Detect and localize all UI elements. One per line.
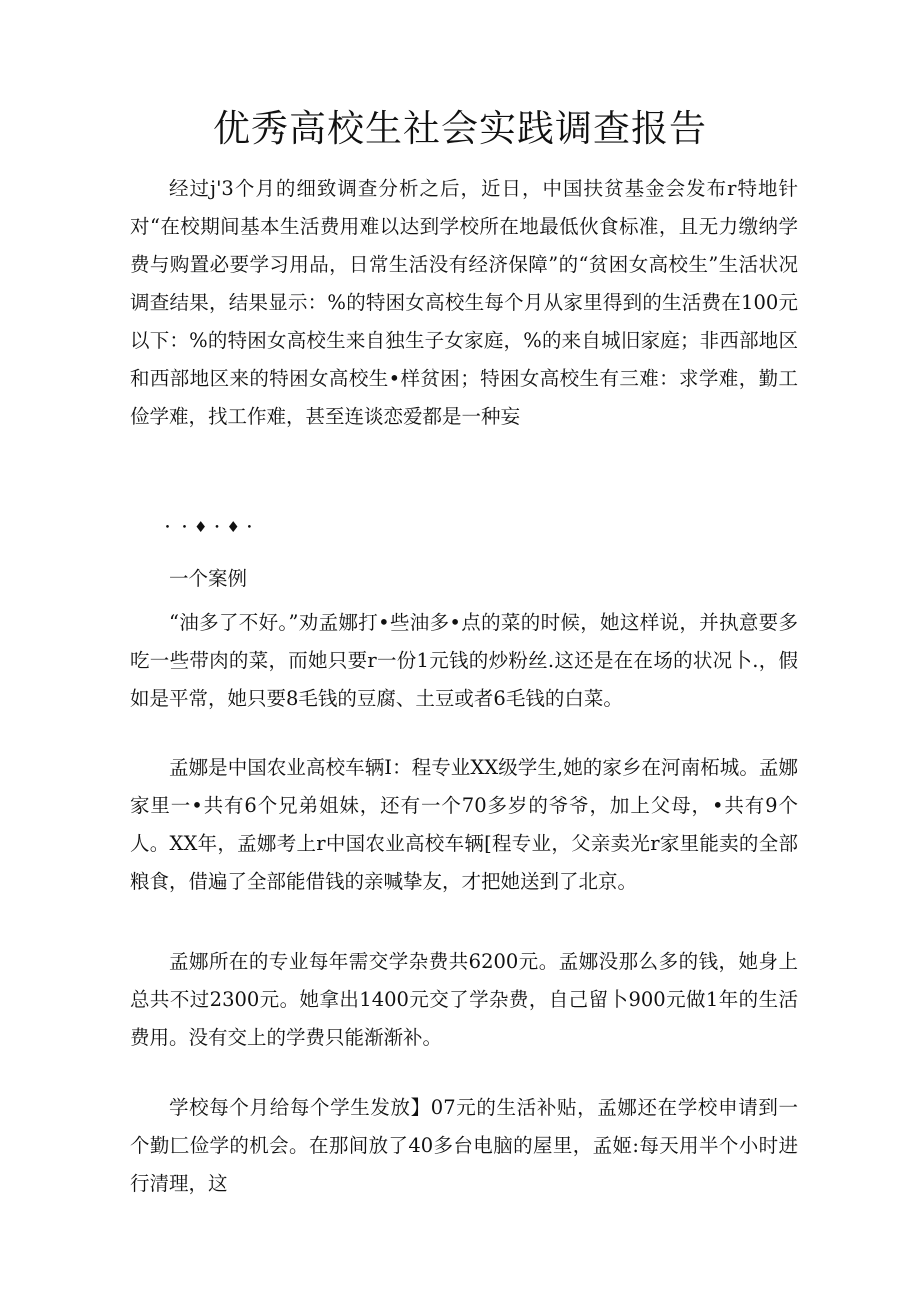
tuition-paragraph: 孟娜所在的专业每年需交学杂费共6200元。孟娜没那么多的钱，她身上总共不过2300元。她拿出1400元交了学杂费，自己留卜900元做1年的生活费用。没有交上的学费只能渐渐补。 [130, 950, 798, 1049]
background-paragraph: 孟娜是中国农业高校车辆I：程专业XX级学生,她的家乡在河南柘城。孟娜家里一•共有6个兄弟姐妹，还有一个70多岁的爷爷，加上父母，•共有9个人。XX年，孟娜考上r中国农业高校车辆[程专业，父亲卖光r家里能卖的全部粮食，借遍了全部能借钱的亲喊挚友，才把她送到了北京。 [130, 756, 798, 893]
case-heading: 一个案例 [169, 567, 248, 590]
intro-paragraph: 经过j'3个月的细致调查分析之后，近日，中国扶贫基金会发布r特地针对“在校期间基本生活费用难以达到学校所在地最低伙食标准，且无力缴纳学费与购置必要学习用品，日常生活没有经济保障”的“贫困女高校生”生活状况调查结果，结果显示：%的特困女高校生每个月从家里得到的生活费在100元以下：%的特困女高校生来自独生子女家庭，%的来自城旧家庭；非西部地区和西部地区来的特困女高校生•样贫困；特困女高校生有三难：求学难，勤工俭学难，找工作难，甚至连谈恋爱都是一种妄 [130, 177, 798, 428]
school-support-paragraph: 学校每个月给每个学生发放】07元的生活补贴，孟娜还在学校申请到一个勤匚俭学的机会。在那间放了40多台电脑的屋里，孟姬:每天用半个小时进行清理，这 [130, 1096, 798, 1195]
section-separator: ・・♦・♦・ [160, 518, 259, 536]
quote-paragraph: “油多了不好。”劝孟娜打•些油多•点的菜的时候，她这样说，并执意要多吃一些带肉的菜，而她只要r一份1元钱的炒粉丝.这还是在在场的状况卜.，假如是平常，她只要8毛钱的豆腐、土豆或者6毛钱的白菜。 [130, 611, 798, 710]
document-title: 优秀高校生社会实践调查报告 [213, 107, 707, 150]
